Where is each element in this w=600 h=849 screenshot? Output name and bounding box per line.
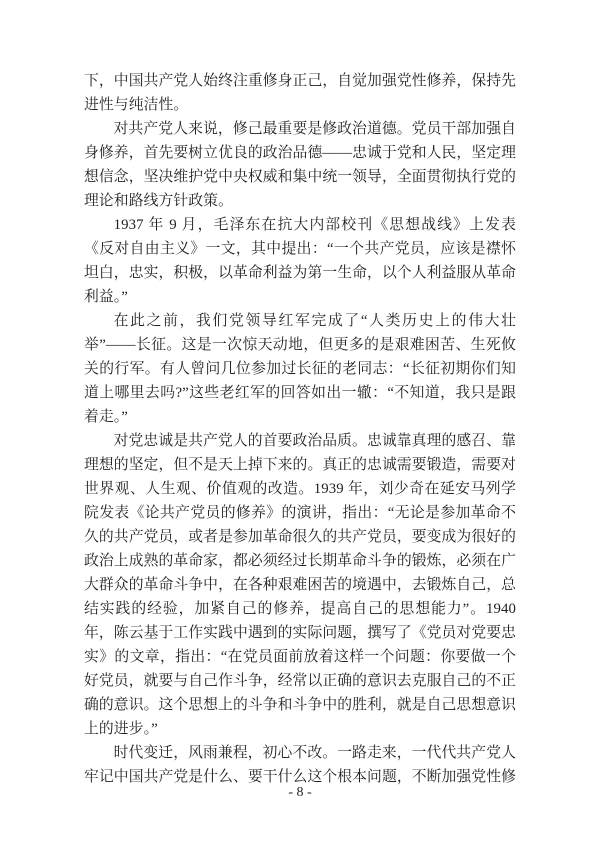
paragraph: 时代变迁，风雨兼程，初心不改。一路走来，一代代共产党人牢记中国共产党是什么、要干什么这个根本问题，不断加强党性修: [84, 745, 517, 785]
paragraph: 下，中国共产党人始终注重修身正己，自觉加强党性修养，保持先进性与纯洁性。: [84, 73, 517, 113]
paragraph: 对党忠诚是共产党人的首要政治品质。忠诚靠真理的感召、靠理想的坚定，但不是天上掉下来的。真正的忠诚需要锻造，需要对世界观、人生观、价值观的改造。1939 年，刘少奇在延安马列学院发表《论共产党员的修养》的演讲，指出：“无论是参加革命不久的共产党员，或者是参加革命很久的共产党员，要变成为很好的政治上成熟的革命家，都必须经过长期革命斗争的锻炼，必须在广大群众的革命斗争中，在各种艰难困苦的境遇中，去锻炼自己，总结实践的经验，加紧自己的修养，提高自己的思想能力”。1940 年，陈云基于工作实践中遇到的实际问题，撰写了《党员对党要忠实》的文章，指出：“在党员面前放着这样一个问题：你要做一个好党员，就要与自己作斗争，经常以正确的意识去克服自己的不正确的意识。这个思想上的斗争和斗争中的胜利，就是自己思想意识上的进步。”: [84, 433, 517, 737]
page-footer: [0, 784, 600, 802]
paragraph: 对共产党人来说，修己最重要是修政治道德。党员干部加强自身修养，首先要树立优良的政治品德——忠诚于党和人民，坚定理想信念，坚决维护党中央权威和集中统一领导，全面贯彻执行党的理论和路线方针政策。: [84, 121, 517, 209]
document-body: [84, 69, 516, 789]
paragraph: 在此之前，我们党领导红军完成了“人类历史上的伟大壮举”——长征。这是一次惊天动地，但更多的是艰难困苦、生死攸关的行军。有人曾问几位参加过长征的老同志：“长征初期你们知道上哪里去吗?”这些老红军的回答如出一辙：“不知道，我只是跟着走。”: [84, 313, 516, 425]
page-number: - 8 -: [288, 785, 312, 800]
paragraph: 1937 年 9 月，毛泽东在抗大内部校刊《思想战线》上发表《反对自由主义》一文，其中提出：“一个共产党员，应该是襟怀坦白，忠实，积极，以革命利益为第一生命，以个人利益服从革命利益。”: [84, 217, 517, 305]
